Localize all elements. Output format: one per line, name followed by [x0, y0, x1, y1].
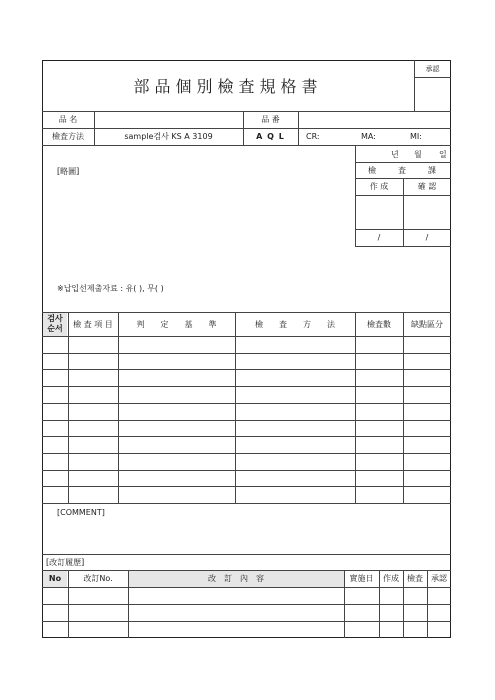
- dept-char-1: 檢: [368, 166, 376, 175]
- method-value[interactable]: sample검사 KS A 3109: [124, 132, 213, 141]
- dept-char-2: 査: [398, 166, 406, 175]
- revision-row-cell[interactable]: [43, 588, 450, 603]
- row-divider: [42, 111, 451, 112]
- table-row-cell[interactable]: [43, 421, 450, 436]
- dept-char-3: 課: [428, 166, 436, 175]
- table-bottom-border: [42, 503, 451, 504]
- table-row-cell[interactable]: [43, 454, 450, 469]
- comment-field[interactable]: [44, 520, 449, 550]
- revision-row-cell[interactable]: [43, 605, 450, 620]
- revision-title: [改訂履歷]: [46, 558, 85, 567]
- confirm-date-slash: /: [425, 233, 429, 242]
- submission-note: ※납입선제출자료 : 유( ), 무( ): [57, 284, 164, 293]
- confirm-label: 確 認: [417, 182, 437, 191]
- write-sign-field[interactable]: [357, 197, 401, 227]
- table-row-cell[interactable]: [43, 354, 450, 369]
- row-divider: [42, 128, 451, 129]
- sketch-label: [略圖]: [57, 167, 80, 176]
- approval-label: 承認: [425, 65, 440, 73]
- write-date-slash: /: [377, 233, 381, 242]
- rev-check-header: 檢査: [407, 574, 423, 583]
- row-divider: [42, 145, 451, 146]
- revision-row-cell[interactable]: [43, 622, 450, 637]
- table-top-border: [42, 312, 451, 313]
- rev-revno-header: 改訂No.: [83, 574, 113, 583]
- cr-label: CR:: [306, 132, 320, 141]
- count-header: 檢査數: [367, 320, 391, 329]
- table-row-cell[interactable]: [43, 404, 450, 419]
- part-name-label: 品 名: [58, 115, 78, 124]
- sign-box-border: [355, 246, 451, 247]
- part-no-label: 品 番: [261, 115, 280, 124]
- table-row-cell[interactable]: [43, 487, 450, 502]
- write-label: 作 成: [369, 182, 389, 191]
- table-row-cell[interactable]: [43, 471, 450, 486]
- method-label: 檢査方法: [52, 132, 84, 141]
- month-label: 월: [414, 150, 422, 159]
- table-row-cell[interactable]: [43, 337, 450, 352]
- confirm-sign-field[interactable]: [405, 197, 449, 227]
- rev-approve-header: 承認: [431, 574, 447, 583]
- rev-content-header: 改 訂 內 容: [208, 574, 264, 583]
- day-label: 일: [439, 150, 447, 159]
- document-title: 部品個別檢査規格書: [133, 77, 323, 96]
- comment-label: [COMMENT]: [57, 508, 105, 517]
- order-header-1: 검사: [47, 314, 63, 323]
- defect-header: 缺點區分: [411, 320, 443, 329]
- part-name-field[interactable]: [96, 113, 241, 126]
- rev-write-header: 作成: [383, 574, 399, 583]
- table-row-cell[interactable]: [43, 437, 450, 452]
- criteria-header: 判 定 基 準: [136, 320, 217, 329]
- aql-label: A Q L: [256, 132, 285, 141]
- part-no-field[interactable]: [300, 113, 449, 126]
- year-label: 년: [391, 150, 399, 159]
- comment-bottom-border: [42, 554, 451, 555]
- method-header: 檢 査 方 法: [255, 320, 335, 329]
- order-header-2: 순서: [47, 324, 63, 333]
- col-divider: [298, 111, 299, 145]
- table-row-cell[interactable]: [43, 370, 450, 385]
- rev-date-header: 實施日: [349, 574, 374, 583]
- ma-label: MA:: [361, 132, 376, 141]
- sign-box-divider: [355, 162, 451, 163]
- approval-label-divider: [414, 77, 451, 78]
- rev-no-header: No: [48, 574, 62, 583]
- item-header: 檢 査 項 目: [73, 320, 113, 329]
- table-row-cell[interactable]: [43, 387, 450, 402]
- mi-label: MI:: [410, 132, 422, 141]
